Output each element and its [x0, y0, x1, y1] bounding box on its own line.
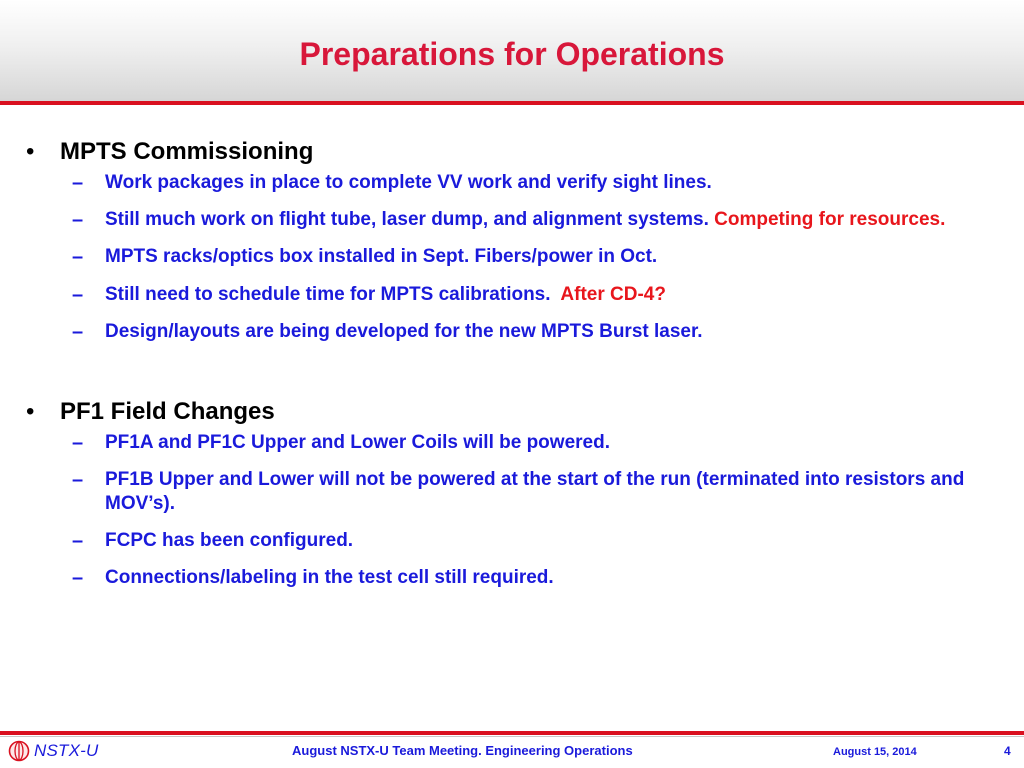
bullet-marker: •	[26, 398, 35, 425]
list-item: FCPC has been configured.	[105, 530, 354, 551]
dash-marker: –	[72, 172, 84, 194]
footer-divider	[0, 731, 1024, 735]
footer-meeting-title: August NSTX-U Team Meeting. Engineering Operations	[292, 743, 633, 758]
dash-marker: –	[72, 469, 84, 491]
list-item: MPTS racks/optics box installed in Sept. Fibers/power in Oct.	[105, 246, 658, 267]
list-item: Work packages in place to complete VV work and verify sight lines.	[105, 172, 712, 193]
footer-date: August 15, 2014	[833, 746, 917, 758]
footer-divider-thin	[0, 736, 1024, 737]
dash-marker: –	[72, 284, 84, 306]
bullet-marker: •	[26, 138, 35, 165]
list-item: Connections/labeling in the test cell still required.	[105, 567, 554, 588]
section-heading-mpts: MPTS Commissioning	[60, 138, 314, 165]
highlight-text: After CD-4?	[560, 284, 666, 305]
dash-marker: –	[72, 321, 84, 343]
nstx-logo-icon	[8, 740, 30, 762]
section-heading-pf1: PF1 Field Changes	[60, 398, 275, 425]
list-item: Still need to schedule time for MPTS calibrations. After CD-4?	[105, 284, 666, 305]
list-item: PF1A and PF1C Upper and Lower Coils will be powered.	[105, 432, 610, 453]
highlight-text: Competing for resources.	[714, 209, 946, 230]
list-item: Design/layouts are being developed for the new MPTS Burst laser.	[105, 321, 703, 342]
dash-marker: –	[72, 209, 84, 231]
list-item: PF1B Upper and Lower will not be powered at the start of the run (terminated into resistors and MOV’s).	[105, 469, 965, 514]
slide-title: Preparations for Operations	[299, 36, 725, 72]
nstx-logo	[8, 738, 98, 764]
page-number: 4	[1004, 744, 1011, 758]
dash-marker: –	[72, 432, 84, 454]
logo-text: NSTX-U	[34, 741, 99, 760]
dash-marker: –	[72, 246, 84, 268]
list-item: Still much work on flight tube, laser dump, and alignment systems. Competing for resources.	[105, 209, 946, 230]
dash-marker: –	[72, 567, 84, 589]
dash-marker: –	[72, 530, 84, 552]
